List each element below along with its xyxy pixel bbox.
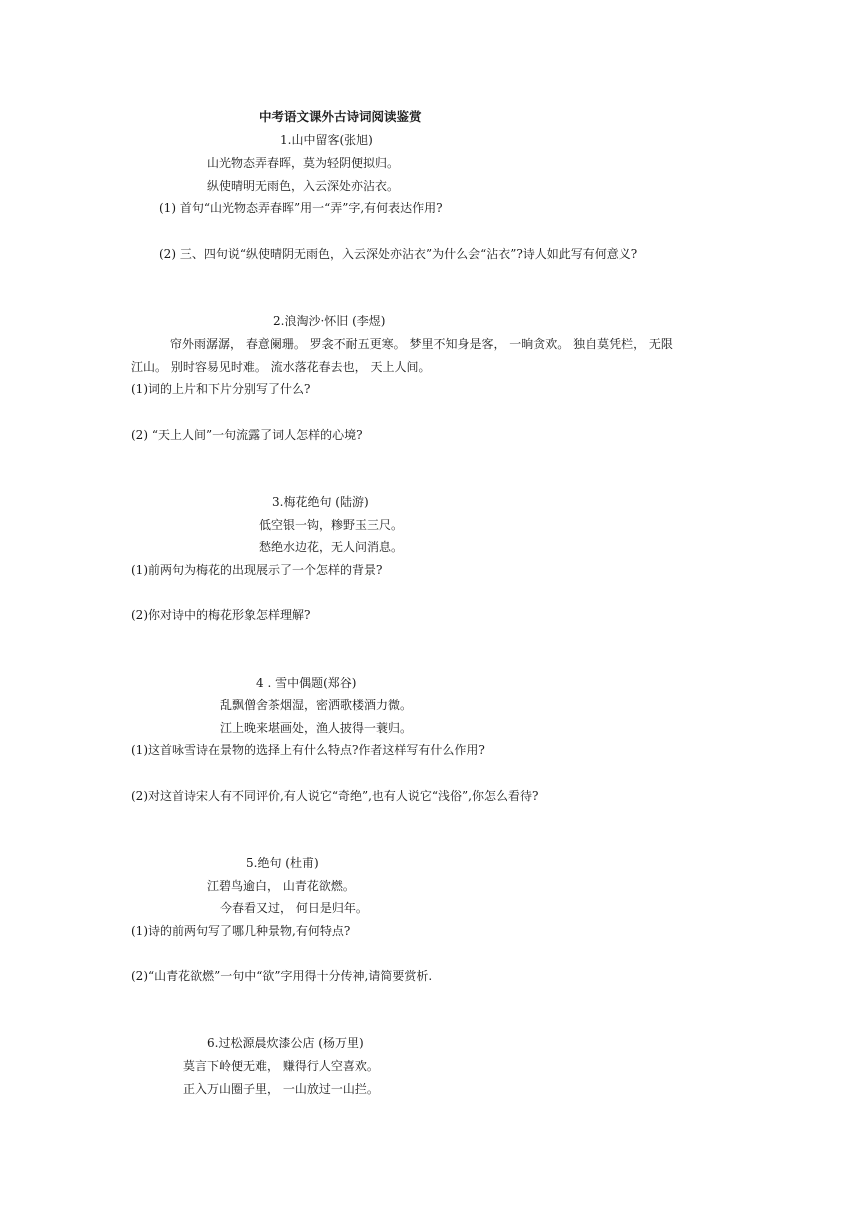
question: (1)词的上片和下片分别写了什么? [131, 382, 311, 396]
poem-heading: 2.浪淘沙·怀旧 (李煜) [273, 314, 386, 328]
question: (2)“山青花欲燃”一句中“欲”字用得十分传神,请简要赏析. [131, 969, 433, 983]
poem-line: 江上晚来堪画处，渔人披得一蓑归。 [220, 721, 413, 735]
question: (1) 首句“山光物态弄春晖”用一“弄”字,有何表达作用? [159, 201, 443, 215]
poem-line: 莫言下岭便无难， 赚得行人空喜欢。 [183, 1059, 379, 1073]
poem-heading: 1.山中留客(张旭) [280, 133, 373, 147]
question: (1)前两句为梅花的出现展示了一个怎样的背景? [131, 563, 383, 577]
poem-line: 江碧鸟逾白， 山青花欲燃。 [207, 879, 355, 893]
poem-heading: 5.绝句 (杜甫) [246, 856, 319, 870]
poem-line: 帘外雨潺潺， 春意阑珊。 罗衾不耐五更寒。 梦里不知身是客， 一晌贪欢。 独自莫凭栏， 无限 [170, 337, 673, 351]
poem-line: 愁绝水边花，无人问消息。 [259, 540, 404, 554]
poem-line: 江山。 别时容易见时难。 流水落花春去也， 天上人间。 [131, 360, 431, 374]
question: (2) “天上人间”一句流露了词人怎样的心境? [131, 428, 363, 442]
poem-heading: 6.过松源晨炊漆公店 (杨万里) [207, 1036, 364, 1050]
question: (2) 三、四句说“纵使晴阴无雨色，入云深处亦沾衣”为什么会“沾衣”?诗人如此写有何意义? [159, 247, 638, 261]
poem-line: 低空银一钩，糁野玉三尺。 [259, 518, 404, 532]
poem-line: 乱飘僧舍茶烟湿，密洒歌楼酒力微。 [220, 698, 413, 712]
poem-line: 今春看又过， 何日是归年。 [220, 901, 368, 915]
question: (1)这首咏雪诗在景物的选择上有什么特点?作者这样写有什么作用? [131, 743, 485, 757]
question: (2)对这首诗宋人有不同评价,有人说它“奇绝”,也有人说它“浅俗”,你怎么看待? [131, 789, 539, 803]
poem-line: 正入万山圈子里， 一山放过一山拦。 [183, 1082, 379, 1096]
poem-heading: 3.梅花绝句 (陆游) [272, 495, 369, 509]
question: (1)诗的前两句写了哪几种景物,有何特点? [131, 924, 351, 938]
page-title: 中考语文课外古诗词阅读鉴赏 [259, 109, 422, 124]
poem-heading: 4 . 雪中偶题(郑谷) [256, 676, 357, 690]
poem-line: 山光物态弄春晖，莫为轻阴便拟归。 [207, 156, 400, 170]
question: (2)你对诗中的梅花形象怎样理解? [131, 608, 311, 622]
poem-line: 纵使晴明无雨色，入云深处亦沾衣。 [207, 179, 400, 193]
